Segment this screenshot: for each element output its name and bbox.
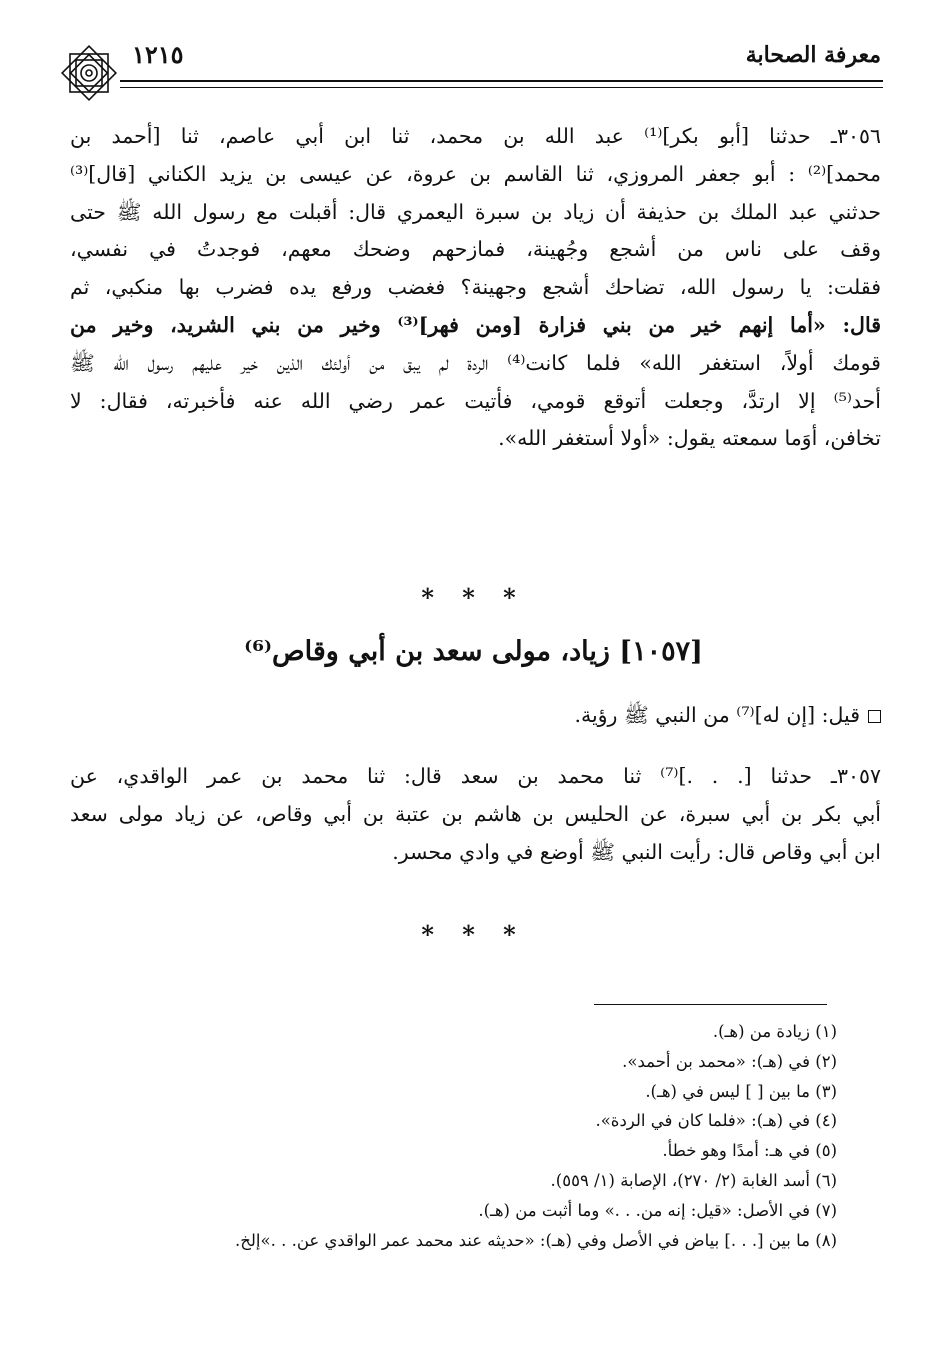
footnote: (٣) ما بين [ ] ليس في (هـ). xyxy=(645,1081,837,1101)
separator-stars: * * * xyxy=(421,920,526,949)
square-bullet-icon xyxy=(868,710,881,723)
running-title: معرفة الصحابة xyxy=(745,42,881,68)
footnote: (٥) في هـ: أمدًا وهو خطأ. xyxy=(662,1141,837,1161)
text-line: قال: «أما إنهم خير من بني فزارة [ومن فهر]⁽³⁾ وخير من بني الشريد، وخير من xyxy=(70,312,881,337)
text-line: وقف على ناس من أشجع وجُهينة، فمازحهم وضحك معهم، فوجدتُ في نفسي، xyxy=(70,237,881,262)
section-note xyxy=(574,703,881,733)
text-line: ابن أبي وقاص قال: رأيت النبي ﷺ أوضع في وادي محسر. xyxy=(392,839,881,864)
header-rule xyxy=(120,80,883,88)
footnote: (٦) أسد الغابة (٢/ ٢٧٠)، الإصابة (١/ ٥٥٩). xyxy=(550,1170,837,1190)
footnote: (١) زيادة من (هـ). xyxy=(712,1022,837,1041)
text-line: أبي بكر بن أبي سبرة، عن الحليس بن هاشم بن عتبة بن أبي وقاص، عن زياد مولى سعد xyxy=(70,801,881,826)
section-heading: [١٠٥٧] زياد، مولى سعد بن أبي وقاص⁽⁶⁾ xyxy=(244,636,703,667)
text-line: فقلت: يا رسول الله، تضاحك أشجع وجهينة؟ فغضب ورفع يده فضرب بها منكبي، ثم xyxy=(70,275,881,300)
text-line: أحد⁽⁵⁾ إلا ارتدَّ، وجعلت أتوقع قومي، فأتيت عمر رضي الله عنه فأخبرته، فقال: لا xyxy=(70,388,881,413)
footnote-rule xyxy=(594,1004,827,1005)
text-line: ٣٠٥٧ـ حدثنا [. . .]⁽⁷⁾ ثنا محمد بن سعد قال: ثنا محمد بن عمر الواقدي، عن xyxy=(70,764,881,788)
text-line: قومك أولاً، استغفر الله» فلما كانت⁽⁴⁾ الردة لم يبق من أولئك الذين خير عليهم رسول الله ﷺ xyxy=(70,350,881,375)
footnotes xyxy=(100,1017,837,1255)
text-line: محمد]⁽²⁾ : أبو جعفر المروزي، ثنا القاسم بن عروة، عن عيسى بن يزيد الكناني [قال]⁽³⁾ xyxy=(70,161,881,186)
footnote: (٤) في (هـ): «فلما كان في الردة». xyxy=(595,1111,837,1131)
page-number: ١٢١٥ xyxy=(132,40,184,69)
hadith-3057 xyxy=(70,758,881,871)
text-line: ٣٠٥٦ـ حدثنا [أبو بكر]⁽¹⁾ عبد الله بن محمد، ثنا ابن أبي عاصم، ثنا [أحمد بن xyxy=(70,124,881,148)
hadith-3056 xyxy=(70,118,881,458)
footnote: (٢) في (هـ): «محمد بن أحمد». xyxy=(622,1051,837,1071)
footnote: (٧) في الأصل: «قيل: إنه من. . .» وما أثبت من (هـ). xyxy=(478,1200,837,1220)
separator-stars: * * * xyxy=(421,583,526,612)
section-note-text: قيل: [إن له]⁽⁷⁾ من النبي ﷺ رؤية. xyxy=(574,703,860,727)
text-line: حدثني عبد الملك بن حذيفة أن زياد بن سبرة اليعمري قال: أقبلت مع رسول الله ﷺ حتى xyxy=(70,199,881,224)
star-ornament-icon xyxy=(58,42,120,104)
text-line: تخافن، أوَما سمعته يقول: «أولا أستغفر الله». xyxy=(498,426,881,451)
footnote: (٨) ما بين [. . .] بياض في الأصل وفي (هـ): «حديثه عند محمد عمر الواقدي عن. . .»إلخ. xyxy=(235,1230,837,1250)
